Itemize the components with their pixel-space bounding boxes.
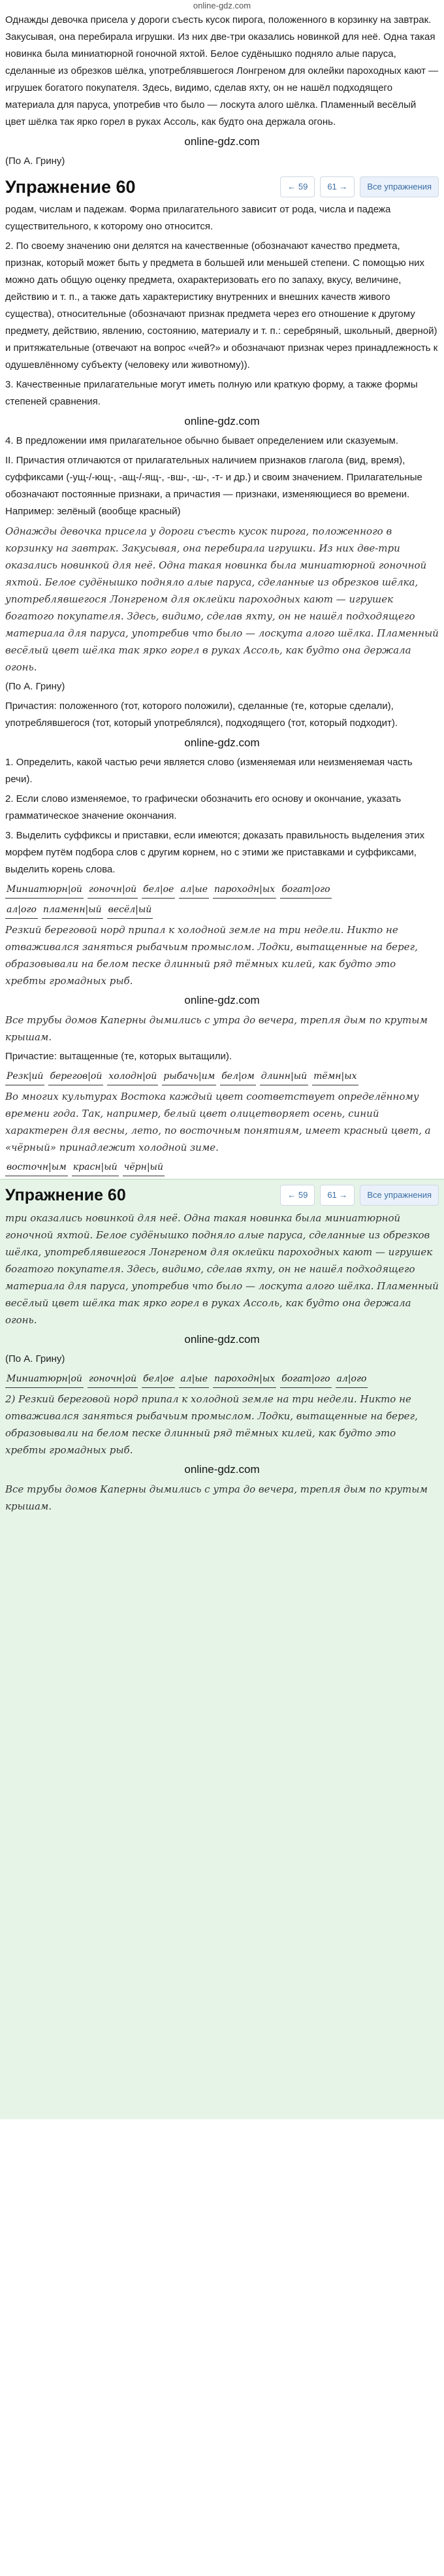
- participles-text: Причастия: положенного (тот, которого положили), сделанные (те, которые сделали), употреблявшегося (тот, который употреблялся), подходящего (тот, который подходит).: [5, 701, 398, 729]
- morph-word: Миниатюрн|ой: [5, 881, 84, 899]
- top-logo: online-gdz.com: [193, 1, 251, 10]
- all-exercises-button[interactable]: Все упражнения: [360, 1185, 439, 1206]
- text-paragraph: Причастие: вытащенные (те, которых вытащили).: [5, 1051, 232, 1062]
- exercise-nav: [280, 176, 439, 197]
- theory-paragraph: родам, числам и падежам. Форма прилагательного зависит от рода, числа и падежа существительного, к которому оно относится.: [5, 204, 391, 232]
- morph-word: пароходн|ых: [213, 1370, 276, 1388]
- morph-word: восточн|ым: [5, 1159, 68, 1176]
- annotated-text: Однажды девочка присела у дороги съесть кусок пирога, положенного в корзинку на завтрак. Закусывая, она перебирала игрушки. Из них две-три оказались новинкой для неё. Одна такая новинка была миниатюрной гоночной яхтой. Белое судёнышко подняло алые паруса, сделанные из обрезков шёлка, употреблявшегося Лонгреном для оклейки пароходных кают — игрушек богатого покупателя. Здесь, видимо, сделав яхту, он не нашёл подходящего материала для паруса, употребив что было — лоскута алого шёлка. Пламенный весёлый цвет шёлка так ярко горел в руках Ассоль, как будто она держала огонь.: [5, 525, 439, 673]
- morph-word: ал|ые: [179, 1370, 209, 1388]
- exercise-title: Упражнение 60: [5, 1186, 126, 1204]
- morph-word: холодн|ой: [107, 1068, 158, 1085]
- lower-panel: [0, 1179, 444, 2119]
- watermark: online-gdz.com: [184, 1463, 260, 1476]
- next-button[interactable]: 61 →: [320, 176, 355, 197]
- morph-row: [5, 1068, 439, 1085]
- morph-word: ал|ые: [179, 881, 209, 899]
- morph-word: бел|ое: [142, 881, 175, 899]
- watermark: online-gdz.com: [184, 135, 260, 148]
- theory-paragraph: II. Причастия отличаются от прилагательных наличием признаков глагола (вид, время), суффиксами (-ущ-/-ющ-, -ащ-/-ящ-, -вш-, -ш-, -т- и др.) и своим значением. Прилагательные обозначают постоянные признаки, а причастия — признаки, изменяющиеся во времени. Например: зелёный (вообще красный): [5, 455, 422, 517]
- morph-word: гоночн|ой: [87, 1370, 138, 1388]
- theory-paragraph: 4. В предложении имя прилагательное обычно бывает определением или сказуемым.: [5, 435, 398, 446]
- exercise-header: [5, 1185, 439, 1210]
- watermark: online-gdz.com: [184, 736, 260, 749]
- morph-word: пароходн|ых: [213, 881, 276, 899]
- morph-word: гоночн|ой: [87, 881, 138, 899]
- morph-row: [5, 1370, 439, 1388]
- morph-row: [5, 1159, 439, 1176]
- morph-word: берегов|ой: [48, 1068, 103, 1085]
- text-paragraph: Во многих культурах Востока каждый цвет соответствует определённому времени года. Так, например, белый цвет олицетворяет осень, синий характерен для весны, лето, по восточным понятиям, имеет красный цвет, а «чёрный» принадлежит холодной зиме.: [5, 1091, 431, 1153]
- morph-word: бел|ое: [142, 1370, 175, 1388]
- morph-row: [5, 881, 439, 899]
- morph-word: рыбачь|им: [162, 1068, 216, 1085]
- morph-word: Миниатюрн|ой: [5, 1370, 84, 1388]
- step: 2. Если слово изменяемое, то графически обозначить его основу и окончание, указать грамматическое значение окончания.: [5, 793, 402, 821]
- intro-block: [0, 12, 444, 170]
- exercise-header: [0, 173, 444, 201]
- morph-word: ал|ого: [5, 901, 38, 919]
- morph-word: тёмн|ых: [312, 1068, 358, 1085]
- lower-author: (По А. Грину): [5, 1353, 65, 1364]
- text-paragraph: Все трубы домов Каперны дымились с утра до вечера, трепля дым по крутым крышам.: [5, 1014, 428, 1043]
- morph-word: Резк|ий: [5, 1068, 44, 1085]
- lower-text: 2) Резкий береговой норд припал к холодной земле на три недели. Никто не отваживался заняться рыбачьим промыслом. Лодки, вытащенные на берег, образовывали на белом песке длинный ряд тёмных килей, как будто это хребты громадных рыб.: [5, 1393, 418, 1456]
- lower-text: Все трубы домов Каперны дымились с утра до вечера, трепля дым по крутым крышам.: [5, 1483, 428, 1512]
- prev-button[interactable]: ← 59: [280, 1185, 315, 1206]
- watermark: online-gdz.com: [184, 1333, 260, 1346]
- prev-button[interactable]: ← 59: [280, 176, 315, 197]
- next-button[interactable]: 61 →: [320, 1185, 355, 1206]
- theory-paragraph: 3. Качественные прилагательные могут иметь полную или краткую форму, а также формы степеней сравнения.: [5, 379, 418, 407]
- exercise-title: Упражнение 60: [5, 177, 136, 197]
- morph-row: [5, 901, 439, 919]
- step: 1. Определить, какой частью речи является слово (изменяемая или неизменяемая часть речи).: [5, 757, 413, 785]
- morph-word: ал|ого: [336, 1370, 368, 1388]
- morph-word: красн|ый: [72, 1159, 119, 1176]
- step: 3. Выделить суффиксы и приставки, если имеются; доказать правильность выделения этих морфем путём подбора слов с другим корнем, но с этими же приставками и суффиксами, выделить корень слова.: [5, 830, 425, 875]
- morph-word: чёрн|ый: [123, 1159, 165, 1176]
- exercise-nav: [280, 1185, 439, 1206]
- annotated-author: (По А. Грину): [5, 681, 65, 692]
- text-paragraph: Резкий береговой норд припал к холодной земле на три недели. Никто не отваживался заняться рыбачьим промыслом. Лодки, вытащенные на берег, образовывали на белом песке длинный ряд тёмных килей, как будто это хребты громадных рыб.: [5, 924, 418, 987]
- intro-text: Однажды девочка присела у дороги съесть кусок пирога, положенного в корзинку на завтрак. Закусывая, она перебирала игрушки. Из них две-три оказались новинкой для неё. Одна такая новинка была миниатюрной гоночной яхтой. Белое судёнышко подняло алые паруса, сделанные из обрезков шёлка, употреблявшегося Лонгреном для оклейки пароходных кают — игрушек богатого покупателя. Здесь, видимо, сделав яхту, он не нашёл подходящего материала для паруса, употребив что было — лоскута алого шёлка. Пламенный весёлый цвет шёлка так ярко горел в руках Ассоль, как будто она держала огонь.: [5, 14, 439, 127]
- morph-word: богат|ого: [280, 1370, 331, 1388]
- watermark: online-gdz.com: [184, 415, 260, 427]
- morph-word: пламенн|ый: [42, 901, 103, 919]
- morph-word: длинн|ый: [260, 1068, 308, 1085]
- theory-paragraph: 2. По своему значению они делятся на качественные (обозначают качество предмета, признак, который может быть у предмета в большей или меньшей степени. С помощью них можно дать общую оценку предмета, охарактеризовать его по запаху, вкусу, величине, действию и т. п., а также дать характеристику внутренних и внешних качеств живого существа), относительные (обозначают признак предмета через его отношение к другому предмету, действию, явлению, состоянию, материалу и т. п.: серебряный, школьный, дверной) и притяжательные (отвечают на вопрос «чей?» и обозначают признак через принадлежность к одушевлённому субъекту (человеку или животному)).: [5, 240, 438, 371]
- morph-word: бел|ом: [220, 1068, 256, 1085]
- theory-block: [0, 201, 444, 1176]
- lower-text: три оказались новинкой для неё. Одна такая новинка была миниатюрной гоночной яхтой. Белое судёнышко подняло алые паруса, сделанные из обрезков шёлка, употреблявшегося Лонгреном для оклейки пароходных кают — игрушек богатого покупателя. Здесь, видимо, сделав яхту, он не нашёл подходящего материала для паруса, употребив что было — лоскута алого шёлка. Пламенный весёлый цвет шёлка так ярко горел в руках Ассоль, как будто она держала огонь.: [5, 1212, 439, 1326]
- all-exercises-button[interactable]: Все упражнения: [360, 176, 439, 197]
- morph-word: весёл|ый: [107, 901, 153, 919]
- intro-author: (По А. Грину): [5, 156, 65, 167]
- morph-word: богат|ого: [280, 881, 331, 899]
- watermark: online-gdz.com: [184, 994, 260, 1006]
